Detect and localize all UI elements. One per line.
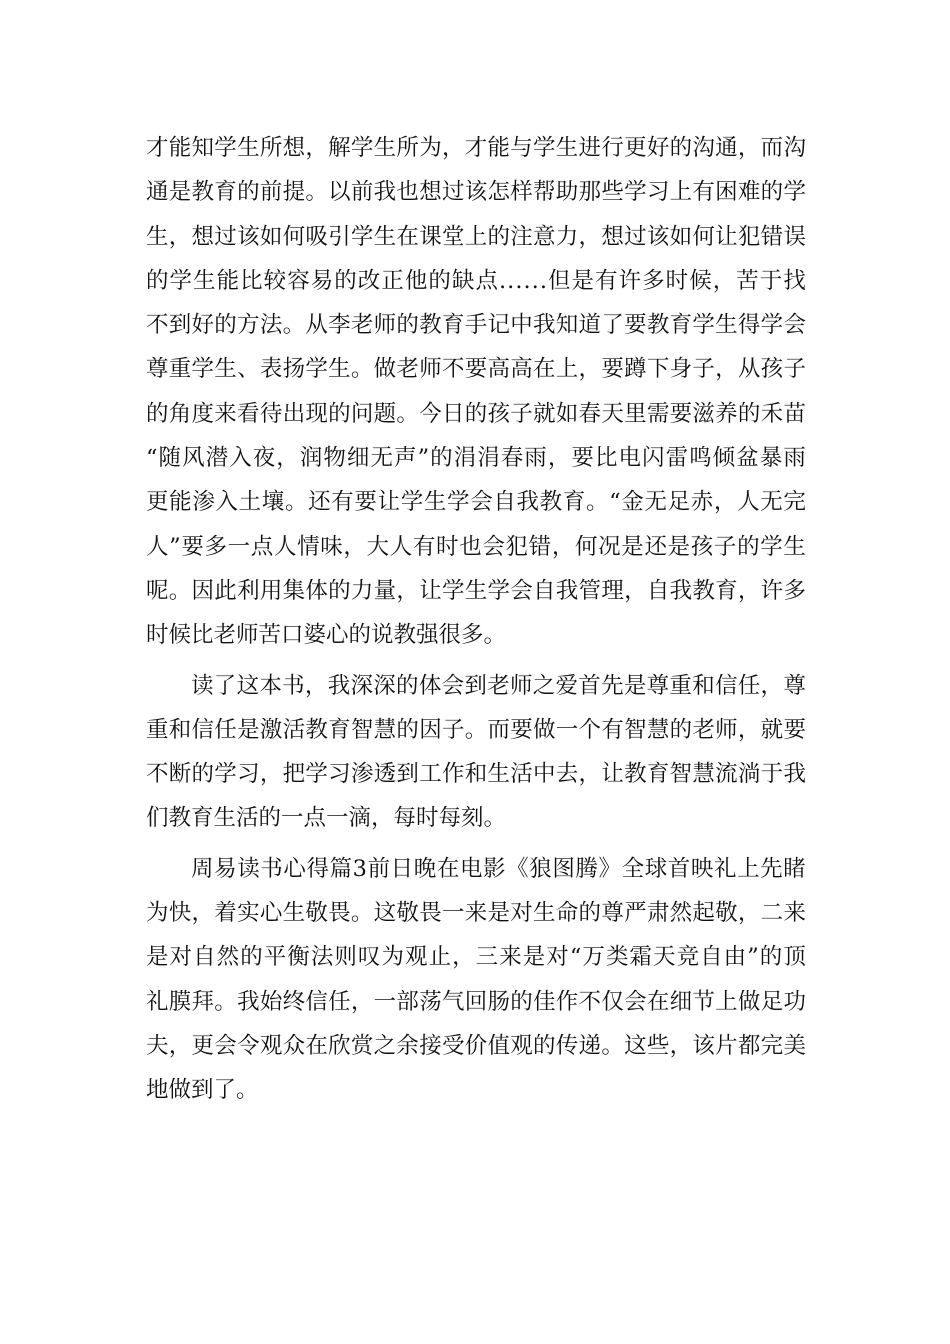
- text-line: 的 学 生 能 比 较 容 易 的 改 正 他 的 缺 点 . . . . . . 但 是 有 许 多 时 候 ， 苦 于 找: [146, 267, 806, 294]
- text-line: 生 ， 想 过 该 如 何 吸 引 学 生 在 课 堂 上 的 注 意 力 ， 想 过 该 如 何 让 犯 错 误: [146, 223, 806, 250]
- text-line: 周 易 读 书 心 得 篇 3 前 日 晚 在 电 影 《 狼 图 腾 》 全 球 首 映 礼 上 先 睹: [191, 855, 806, 882]
- text-line: 不 到 好 的 方 法 。 从 李 老 师 的 教 育 手 记 中 我 知 道 了 要 教 育 学 生 得 学 会: [146, 312, 806, 339]
- text-line: 时候比老师苦口婆心的说教强很多。: [146, 622, 507, 649]
- text-line: 尊 重 学 生 、 表 扬 学 生 。 做 老 师 不 要 高 高 在 上 ， 要 蹲 下 身 子 ， 从 孩 子: [146, 356, 806, 383]
- paragraph: [146, 126, 806, 658]
- text-line: 通 是 教 育 的 前 提 。 以 前 我 也 想 过 该 怎 样 帮 助 那 些 学 习 上 有 困 难 的 学: [146, 179, 806, 206]
- text-line: 地做到了。: [146, 1077, 259, 1104]
- paragraph: [146, 664, 806, 841]
- text-line: “ 随 风 潜 入 夜 ， 润 物 细 无 声 ” 的 涓 涓 春 雨 ， 要 比 电 闪 雷 鸣 倾 盆 暴 雨: [146, 445, 806, 472]
- text-line: 是 对 自 然 的 平 衡 法 则 叹 为 观 止 ， 三 来 是 对 “ 万 类 霜 天 竞 自 由 ” 的 顶: [146, 944, 806, 971]
- paragraph: [146, 847, 806, 1113]
- text-line: 为 快 ， 着 实 心 生 敬 畏 。 这 敬 畏 一 来 是 对 生 命 的 尊 严 肃 然 起 敬 ， 二 来: [146, 900, 806, 927]
- text-line: 夫 ， 更 会 令 观 众 在 欣 赏 之 余 接 受 价 值 观 的 传 递 。 这 些 ， 该 片 都 完 美: [146, 1032, 806, 1059]
- text-line: 的 角 度 来 看 待 出 现 的 问 题 。 今 日 的 孩 子 就 如 春 天 里 需 要 滋 养 的 禾 苗: [146, 400, 806, 427]
- text-line: 呢 。 因 此 利 用 集 体 的 力 量 ， 让 学 生 学 会 自 我 管 理 ， 自 我 教 育 ， 许 多: [146, 577, 806, 604]
- text-line: 读 了 这 本 书 ， 我 深 深 的 体 会 到 老 师 之 爱 首 先 是 尊 重 和 信 任 ， 尊: [191, 672, 806, 699]
- text-line: 们教育生活的一点一滴，每时每刻。: [146, 805, 507, 832]
- body-text: [146, 126, 806, 1113]
- text-line: 人 ” 要 多 一 点 人 情 味 ， 大 人 有 时 也 会 犯 错 ， 何 况 是 还 是 孩 子 的 学 生: [146, 533, 806, 560]
- text-line: 重 和 信 任 是 激 活 教 育 智 慧 的 因 子 。 而 要 做 一 个 有 智 慧 的 老 师 ， 就 要: [146, 716, 806, 743]
- text-line: 礼 膜 拜 。 我 始 终 信 任 ， 一 部 荡 气 回 肠 的 佳 作 不 仅 会 在 细 节 上 做 足 功: [146, 988, 806, 1015]
- text-line: 才 能 知 学 生 所 想 ， 解 学 生 所 为 ， 才 能 与 学 生 进 行 更 好 的 沟 通 ， 而 沟: [146, 135, 806, 161]
- text-line: 更 能 渗 入 土 壤 。 还 有 要 让 学 生 学 会 自 我 教 育 。 “ 金 无 足 赤 ， 人 无 完: [146, 489, 806, 516]
- text-line: 不 断 的 学 习 ， 把 学 习 渗 透 到 工 作 和 生 活 中 去 ， 让 教 育 智 慧 流 淌 于 我: [146, 761, 806, 788]
